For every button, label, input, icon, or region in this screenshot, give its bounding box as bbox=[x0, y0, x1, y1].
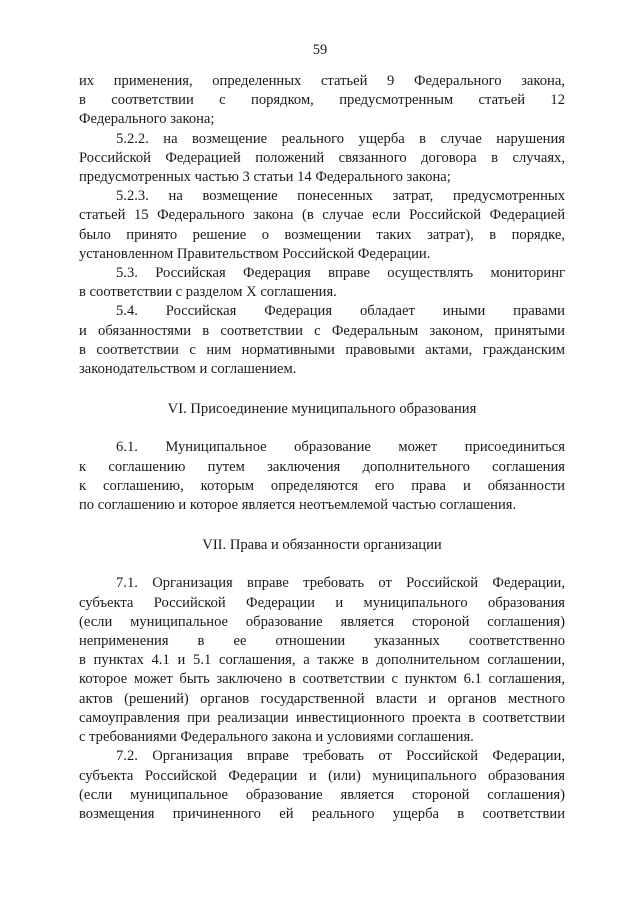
text-line: 5.2.2. на возмещение реального ущерба в случае нарушения bbox=[116, 130, 565, 147]
paragraph-6-1 bbox=[79, 438, 565, 515]
paragraph-continuation bbox=[79, 72, 565, 130]
text-line: Федерального закона; bbox=[79, 111, 215, 128]
text-line: 5.4. Российская Федерация обладает иными правами bbox=[116, 303, 565, 320]
text-line: 5.3. Российская Федерация вправе осуществлять мониторинг bbox=[116, 265, 565, 282]
text-line: законодательством и соглашением. bbox=[79, 361, 297, 378]
text-line: возмещения причиненного ей реального ущерба в соответствии bbox=[79, 805, 565, 822]
text-line: Российской Федерацией положений связанного договора в случаях, bbox=[79, 149, 565, 166]
paragraph-5-2-2 bbox=[79, 130, 565, 188]
paragraph-7-1 bbox=[79, 574, 565, 747]
text-line: с требованиями Федерального закона и условиями соглашения. bbox=[79, 729, 474, 746]
text-line: статьей 15 Федерального закона (в случае если Российской Федерацией bbox=[79, 207, 565, 224]
text-line: неприменения в ее отношении указанных соответственно bbox=[79, 633, 565, 650]
text-line: предусмотренных частью 3 статьи 14 Федерального закона; bbox=[79, 169, 451, 186]
paragraph-5-2-3 bbox=[79, 187, 565, 264]
text-line: (если муниципальное образование является стороной соглашения) bbox=[79, 613, 565, 630]
paragraph-5-4 bbox=[79, 302, 565, 379]
text-line: 5.2.3. на возмещение понесенных затрат, предусмотренных bbox=[116, 188, 565, 205]
text-line: актов (решений) органов государственной власти и органов местного bbox=[79, 690, 565, 707]
paragraph-5-3 bbox=[79, 264, 565, 302]
text-line: в соответствии с ним нормативными правовыми актами, гражданским bbox=[79, 341, 565, 358]
text-line: субъекта Российской Федерации и (или) муниципального образования bbox=[79, 767, 565, 784]
text-line: было принято решение о возмещении таких затрат), в порядке, bbox=[79, 226, 565, 243]
text-line: установленном Правительством Российской Федерации. bbox=[79, 245, 431, 262]
paragraph-7-2 bbox=[79, 747, 565, 824]
text-line: 7.2. Организация вправе требовать от Российской Федерации, bbox=[116, 748, 565, 765]
text-line: к соглашению, которым определяются его права и обязанности bbox=[79, 477, 565, 494]
text-line: к соглашению путем заключения дополнительного соглашения bbox=[79, 458, 565, 475]
text-line: и обязанностями в соответствии с Федеральным законом, принятыми bbox=[79, 322, 565, 339]
text-line: в соответствии с разделом X соглашения. bbox=[79, 284, 337, 301]
text-line: в соответствии с порядком, предусмотренным статьей 12 bbox=[79, 92, 565, 109]
section-heading-vii: VII. Права и обязанности организации bbox=[202, 537, 442, 554]
text-line: 6.1. Муниципальное образование может присоединиться bbox=[116, 439, 565, 456]
text-line: самоуправления при реализации инвестиционного проекта в соответствии bbox=[79, 709, 565, 726]
section-heading-vi: VI. Присоединение муниципального образования bbox=[167, 401, 477, 418]
text-line: которое может быть заключено в соответствии с пунктом 6.1 соглашения, bbox=[79, 671, 565, 688]
text-line: 7.1. Организация вправе требовать от Российской Федерации, bbox=[116, 575, 565, 592]
text-line: в пунктах 4.1 и 5.1 соглашения, а также в дополнительном соглашении, bbox=[79, 652, 565, 669]
text-line: по соглашению и которое является неотъемлемой частью соглашения. bbox=[79, 497, 517, 514]
document-body bbox=[79, 72, 565, 824]
text-line: субъекта Российской Федерации и муниципального образования bbox=[79, 594, 565, 611]
page-number: 59 bbox=[312, 42, 328, 58]
text-line: (если муниципальное образование является стороной соглашения) bbox=[79, 786, 565, 803]
text-line: их применения, определенных статьей 9 Федерального закона, bbox=[79, 73, 565, 89]
